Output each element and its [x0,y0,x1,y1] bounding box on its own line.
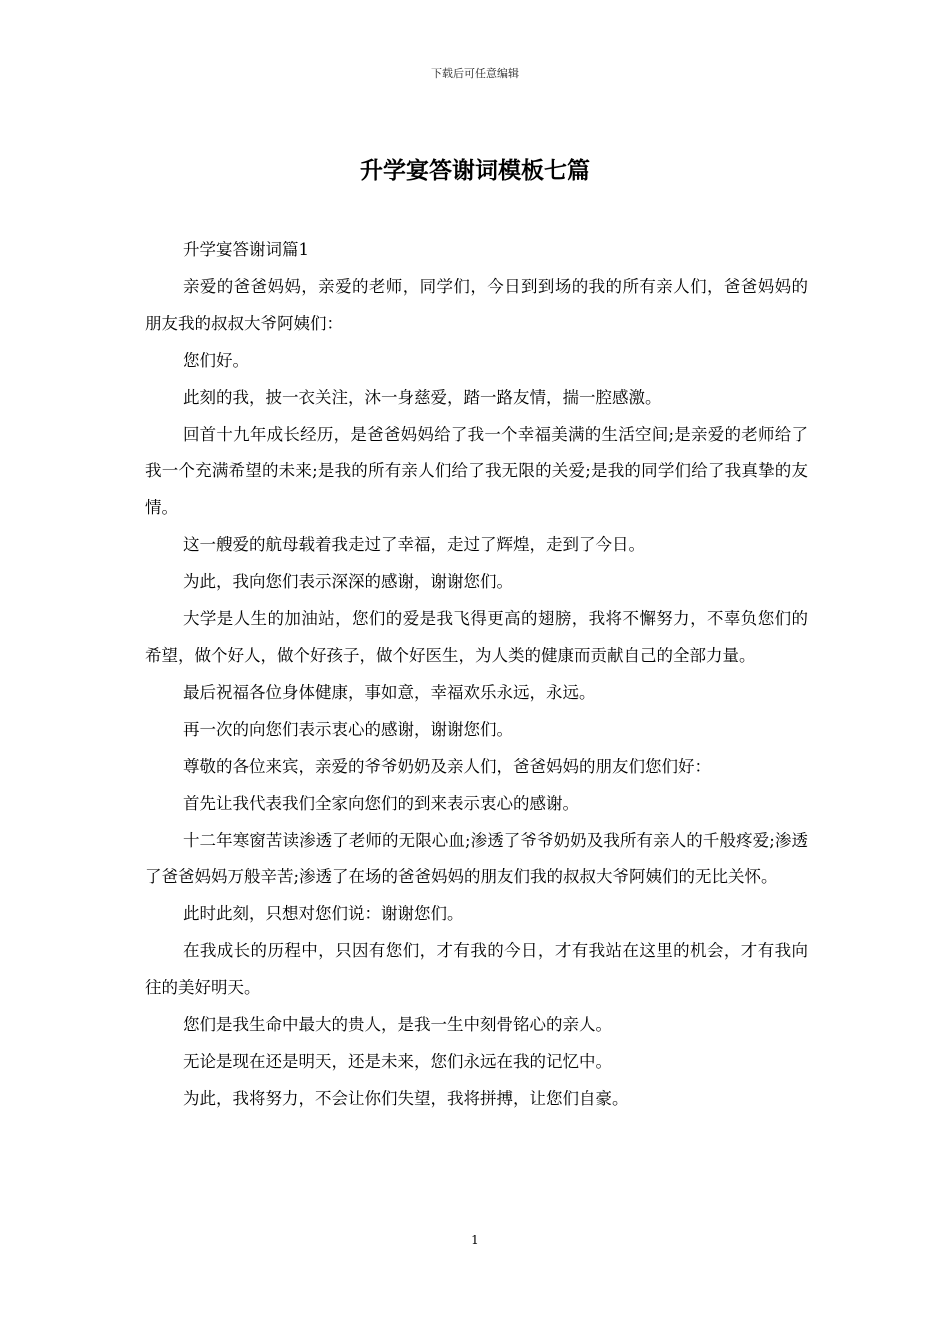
paragraph: 无论是现在还是明天，还是未来，您们永远在我的记忆中。 [182,1051,612,1071]
paragraph: 这一艘爱的航母载着我走过了幸福，走过了辉煌，走到了今日。 [182,535,645,555]
document-body [145,232,808,1118]
section-heading: 升学宴答谢词篇1 [182,240,309,259]
paragraph: 十二年寒窗苦读渗透了老师的无限心血;渗透了爷爷奶奶及我所有亲人的千般疼爱;渗透了爸爸妈妈万般辛苦;渗透了在场的爸爸妈妈的朋友们我的叔叔大爷阿姨们的无比关怀。 [145,830,808,887]
paragraph: 回首十九年成长经历，是爸爸妈妈给了我一个幸福美满的生活空间;是亲爱的老师给了我一个充满希望的未来;是我的所有亲人们给了我无限的关爱;是我的同学们给了我真挚的友情。 [145,424,808,518]
paragraph: 此刻的我，披一衣关注，沐一身慈爱，踏一路友情，揣一腔感激。 [182,387,662,407]
page-header: 下载后可任意编辑 [431,67,519,80]
paragraph: 再一次的向您们表示衷心的感谢，谢谢您们。 [182,719,513,739]
paragraph: 您们是我生命中最大的贵人，是我一生中刻骨铭心的亲人。 [182,1015,612,1035]
paragraph: 亲爱的爸爸妈妈，亲爱的老师，同学们，今日到到场的我的所有亲人们，爸爸妈妈的朋友我的叔叔大爷阿姨们： [145,276,808,333]
paragraph: 为此，我向您们表示深深的感谢，谢谢您们。 [182,572,513,592]
paragraph: 最后祝福各位身体健康，事如意，幸福欢乐永远，永远。 [182,682,596,702]
paragraph: 首先让我代表我们全家向您们的到来表示衷心的感谢。 [182,793,579,813]
paragraph: 在我成长的历程中，只因有您们，才有我的今日，才有我站在这里的机会，才有我向往的美好明天。 [145,941,808,998]
document-title: 升学宴答谢词模板七篇 [360,157,590,184]
paragraph: 尊敬的各位来宾，亲爱的爷爷奶奶及亲人们，爸爸妈妈的朋友们您们好： [182,756,711,776]
paragraph: 为此，我将努力，不会让你们失望，我将拼搏，让您们自豪。 [182,1088,629,1108]
paragraph: 大学是人生的加油站，您们的爱是我飞得更高的翅膀，我将不懈努力，不辜负您们的希望，做个好人，做个好孩子，做个好医生，为人类的健康而贡献自己的全部力量。 [145,609,808,665]
paragraph: 您们好。 [182,350,249,370]
page-number: 1 [471,1233,479,1247]
paragraph: 此时此刻，只想对您们说：谢谢您们。 [182,904,464,924]
